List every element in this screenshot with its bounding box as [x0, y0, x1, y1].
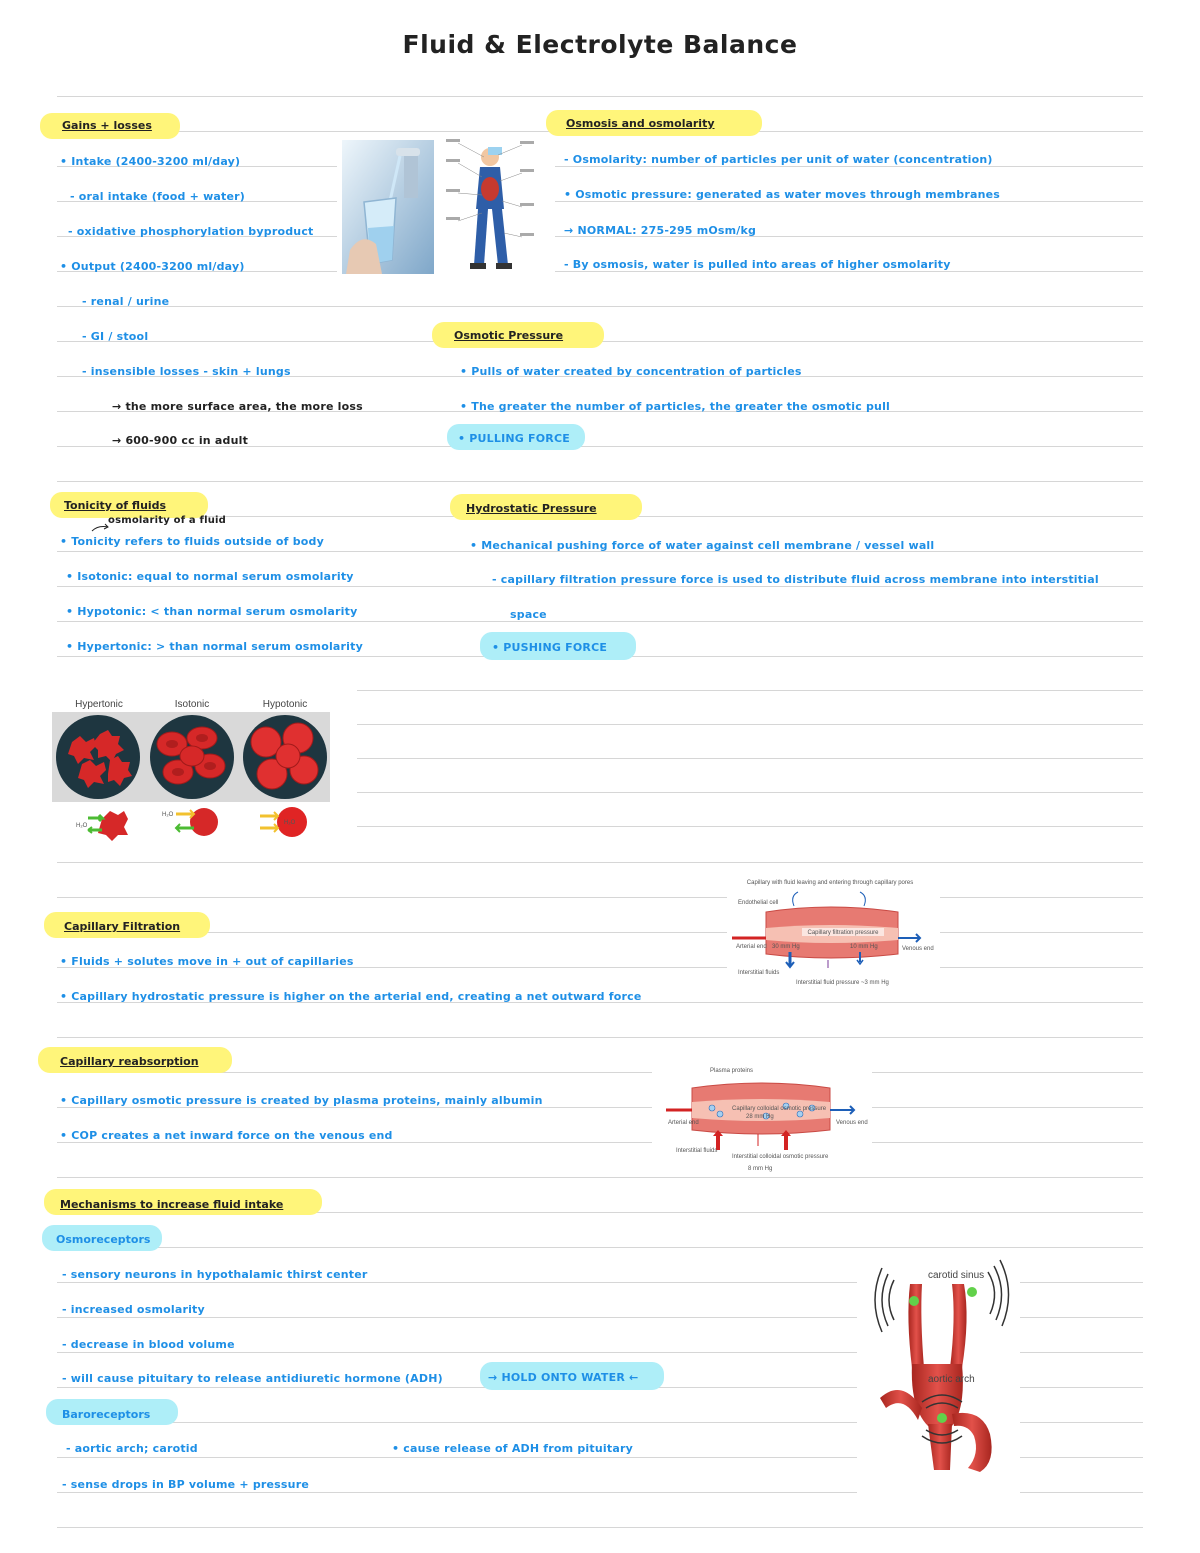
osmosis-line-4: - By osmosis, water is pulled into areas of higher osmolarity [564, 258, 951, 271]
cf-label-filtration: Capillary filtration pressure [807, 930, 879, 936]
hold-water-badge: → HOLD ONTO WATER ← [488, 1371, 639, 1384]
tonicity-line-3: • Hypotonic: < than normal serum osmolarity [66, 605, 358, 618]
hydrostatic-line-2: - capillary filtration pressure force is used to distribute fluid across membrane into interstitial [492, 573, 1099, 586]
cf-label-arterial: Arterial end [736, 944, 767, 950]
tonicity-annotation: osmolarity of a fluid [108, 515, 227, 526]
hydrostatic-heading: Hydrostatic Pressure [466, 502, 597, 515]
capillary-filtration-heading: Capillary Filtration [64, 920, 181, 933]
gains-line-4: • Output (2400-3200 ml/day) [60, 260, 245, 273]
cf-label-10: 10 mm Hg [850, 944, 878, 950]
osmosis-line-3: → NORMAL: 275-295 mOsm/kg [564, 224, 757, 237]
cf-label-endothelial: Endothelial cell [738, 900, 779, 906]
tonicity-line-2: • Isotonic: equal to normal serum osmolarity [66, 570, 354, 583]
pushing-force-badge: • PUSHING FORCE [492, 641, 608, 654]
label-hypertonic: Hypertonic [75, 699, 123, 710]
label-isotonic: Isotonic [174, 699, 210, 710]
osmo-line-2: - increased osmolarity [62, 1303, 205, 1316]
cr-label-proteins: Plasma proteins [710, 1068, 754, 1074]
tonicity-line-1: • Tonicity refers to fluids outside of body [60, 535, 324, 548]
label-carotid-sinus-1: carotid sinus [928, 1270, 985, 1281]
gains-line-2: - oral intake (food + water) [70, 190, 246, 203]
gains-line-3: - oxidative phosphorylation byproduct [68, 225, 314, 238]
water-label-2: H₂O [162, 812, 174, 818]
osmo-line-1: - sensory neurons in hypothalamic thirst center [62, 1268, 368, 1281]
gains-line-6: - GI / stool [82, 330, 149, 343]
reabsorption-line-2: • COP creates a net inward force on the venous end [60, 1129, 393, 1142]
osmo-line-4: - will cause pituitary to release antidiuretic hormone (ADH) [62, 1372, 443, 1385]
body-water-diagram [444, 133, 536, 287]
gains-line-8: → the more surface area, the more loss [112, 400, 363, 413]
capillary-reabsorption-heading: Capillary reabsorption [60, 1055, 199, 1068]
cr-label-cop: Capillary colloidal osmotic pressure [732, 1106, 827, 1112]
cr-label-icop: Interstitial colloidal osmotic pressure [732, 1154, 829, 1160]
osmotic-line-1: • Pulls of water created by concentration of particles [460, 365, 802, 378]
gains-losses-heading: Gains + losses [62, 119, 152, 132]
cf-label-ifp: Interstitial fluid pressure ~3 mm Hg [796, 980, 889, 986]
carotid-aortic-figure [872, 1258, 1012, 1476]
cf-label-interstitial: Interstitial fluids [738, 970, 780, 976]
osmotic-pressure-heading: Osmotic Pressure [454, 329, 564, 342]
baro-line-2: - sense drops in BP volume + pressure [62, 1478, 309, 1491]
water-label-1: H₂O [76, 823, 88, 829]
gains-line-5: - renal / urine [82, 295, 170, 308]
gains-line-1: • Intake (2400-3200 ml/day) [60, 155, 241, 168]
osmosis-heading: Osmosis and osmolarity [566, 117, 715, 130]
capillary-filtration-figure [730, 876, 934, 994]
annotation-arrow-icon [90, 518, 110, 528]
mechanisms-heading: Mechanisms to increase fluid intake [60, 1198, 284, 1211]
label-aortic-arch: aortic arch [928, 1374, 975, 1385]
cf-label-top: Capillary with fluid leaving and entering through capillary pores [746, 880, 914, 886]
gains-line-7: - insensible losses - skin + lungs [82, 365, 291, 378]
filtration-line-1: • Fluids + solutes move in + out of capillaries [60, 955, 354, 968]
cr-label-venous: Venous end [836, 1120, 868, 1126]
hydrostatic-line-3: space [510, 608, 547, 621]
tonicity-heading: Tonicity of fluids [64, 499, 167, 512]
gains-line-9: → 600-900 cc in adult [112, 434, 249, 447]
baro-line-1: - aortic arch; carotid [66, 1442, 198, 1455]
osmo-line-3: - decrease in blood volume [62, 1338, 235, 1351]
water-label-3: H₂O [284, 820, 296, 826]
capillary-reabsorption-figure [666, 1064, 866, 1180]
tonicity-cells-figure [52, 694, 332, 844]
hydrostatic-line-1: • Mechanical pushing force of water against cell membrane / vessel wall [470, 539, 935, 552]
cr-label-8: 8 mm Hg [748, 1166, 773, 1172]
osmosis-line-2: • Osmotic pressure: generated as water moves through membranes [564, 188, 1001, 201]
page-title: Fluid & Electrolyte Balance [402, 30, 798, 59]
tonicity-line-4: • Hypertonic: > than normal serum osmolarity [66, 640, 363, 653]
osmosis-line-1: - Osmolarity: number of particles per unit of water (concentration) [564, 153, 993, 166]
cr-label-interstitial: Interstitial fluids [676, 1148, 718, 1154]
baro-side-note: • cause release of ADH from pituitary [392, 1442, 633, 1455]
osmotic-line-2: • The greater the number of particles, the greater the osmotic pull [460, 400, 891, 413]
pulling-force-badge: • PULLING FORCE [458, 432, 570, 445]
label-hypotonic: Hypotonic [262, 699, 308, 710]
filtration-line-2: • Capillary hydrostatic pressure is higher on the arterial end, creating a net outward force [60, 990, 642, 1003]
cr-label-arterial: Arterial end [668, 1120, 699, 1126]
osmoreceptors-heading: Osmoreceptors [56, 1233, 151, 1246]
reabsorption-line-1: • Capillary osmotic pressure is created by plasma proteins, mainly albumin [60, 1094, 543, 1107]
cf-label-30: 30 mm Hg [772, 944, 800, 950]
water-glass-photo [342, 140, 434, 274]
cf-label-venous: Venous end [902, 946, 934, 952]
baroreceptors-heading: Baroreceptors [62, 1408, 151, 1421]
cr-label-28: 28 mm Hg [746, 1114, 774, 1120]
